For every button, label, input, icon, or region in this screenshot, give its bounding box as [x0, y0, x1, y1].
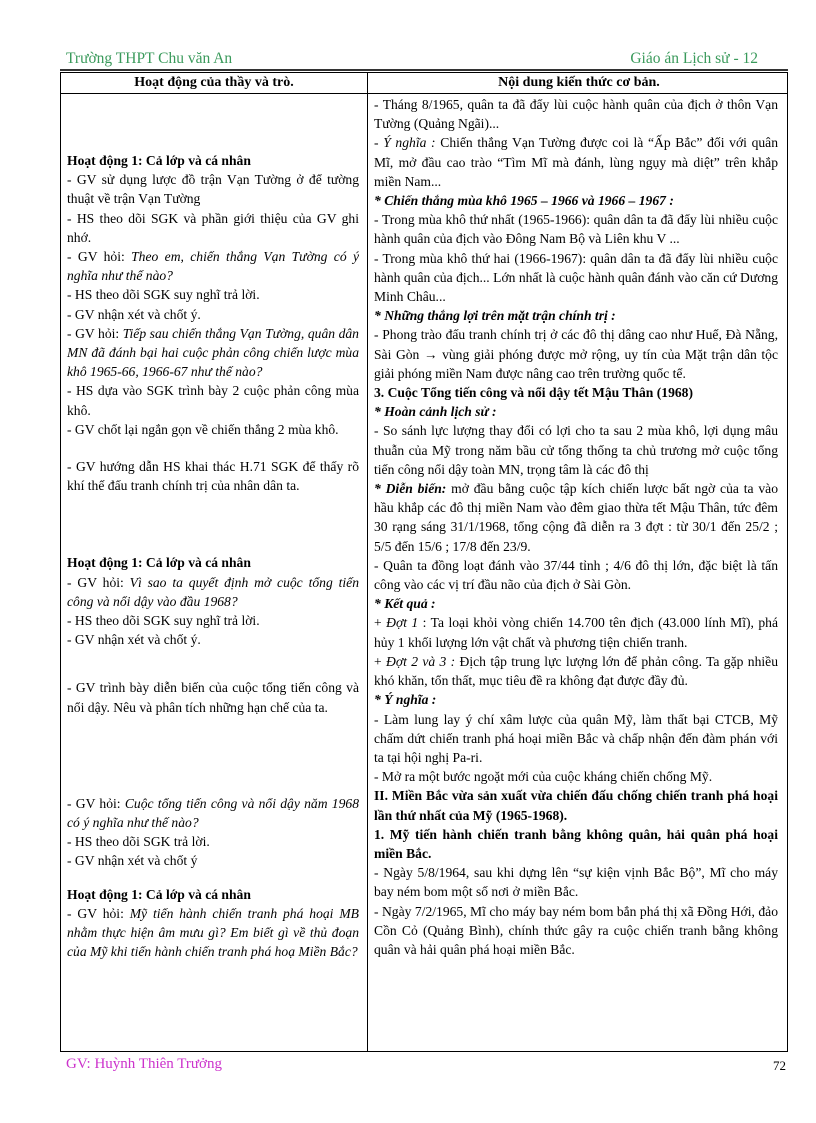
- content-line: - Trong mùa khô thứ nhất (1965-1966): quân dân ta đã đẩy lùi nhiều cuộc hành quân của địch vào Đông Nam Bộ và Liên khu V ...: [374, 212, 778, 247]
- activity-question: - GV hỏi: Mỹ tiến hành chiến tranh phá hoại MB nhằm thực hiện âm mưu gì? Em biết gì về thủ đoạn của Mỹ khi tiến hành chiến tranh phá hoạ Miền Bắc?: [67, 905, 359, 960]
- content-line: + Đợt 1 : Ta loại khỏi vòng chiến 14.700 tên địch (43.000 lính Mĩ), phá hủy 1 khối lượng lớn vật chất và phương tiện chiến tranh.: [374, 615, 778, 650]
- activity-line: - HS theo dõi SGK suy nghĩ trả lời.: [67, 287, 260, 303]
- activity-line: - HS dựa vào SGK trình bày 2 cuộc phản công mùa khô.: [67, 383, 359, 418]
- content-line: + Đợt 2 và 3 : Địch tập trung lực lượng lớn để phản công. Ta gặp nhiều khó khăn, tổn thất, mục tiêu đề ra không đạt được đầy đủ.: [374, 653, 778, 689]
- activity-line: - HS theo dõi SGK trả lời.: [67, 834, 210, 850]
- header-rule: [60, 69, 788, 71]
- page-footer: [66, 1056, 786, 1078]
- section-heading: 3. Cuộc Tổng tiến công và nổi dậy tết Mậu Thân (1968): [374, 385, 693, 401]
- content-line: - Tháng 8/1965, quân ta đã đẩy lùi cuộc hành quân của địch ở thôn Vạn Tường (Quảng Ngãi)...: [374, 97, 778, 132]
- page-header: [66, 50, 758, 70]
- subject-title: Giáo án Lịch sử - 12: [630, 50, 758, 67]
- section-heading: II. Miền Bắc vừa sản xuất vừa chiến đấu chống chiến tranh phá hoại lần thứ nhất của Mỹ (1965-1968).: [374, 788, 778, 823]
- content-line: - Phong trào đấu tranh chính trị ở các đô thị dâng cao như Huế, Đà Nẵng, Sài Gòn → vùng giải phóng được mở rộng, uy tín của Mặt trận dân tộc giải phóng miền Nam được nâng cao trên trường quốc tế.: [374, 327, 778, 381]
- lesson-content: [374, 95, 778, 959]
- activity-heading: Hoạt động 1: Cả lớp và cá nhân: [67, 555, 251, 571]
- activity-line: - HS theo dõi SGK và phần giới thiệu của GV ghi nhớ.: [67, 210, 359, 245]
- content-line: - Quân ta đồng loạt đánh vào 37/44 tỉnh ; 4/6 đô thị lớn, đặc biệt là tấn công vào các vị trí đầu não của địch ở Sài Gòn.: [374, 557, 778, 593]
- activity-question: - GV hỏi: Cuộc tổng tiến công và nổi dậy năm 1968 có ý nghĩa như thế nào?: [67, 795, 359, 831]
- lesson-table: [60, 72, 788, 1052]
- teacher-name: GV: Huỳnh Thiên Trưởng: [66, 1056, 222, 1072]
- content-line: - So sánh lực lượng thay đổi có lợi cho ta sau 2 mùa khô, lợi dụng mâu thuẫn của Mỹ trong năm bầu cử tổng thống ta chủ trương mở cuộc tổng tiến công nổi dậy toàn MN, trọng tâm là các đô thị: [374, 423, 778, 477]
- content-line: - Trong mùa khô thứ hai (1966-1967): quân dân ta đã đẩy lùi nhiều cuộc hành quân của địch... Lớn nhất là cuộc hành quân đánh vào căn cứ Dương Minh Châu...: [374, 250, 778, 305]
- content-line: - Mở ra một bước ngoặt mới của cuộc kháng chiến chống Mỹ.: [374, 769, 713, 785]
- activity-line: - GV nhận xét và chốt ý.: [67, 306, 201, 322]
- activity-line: - GV hướng dẫn HS khai thác H.71 SGK để thấy rõ khí thế đấu tranh chính trị của nhân dân ta.: [67, 459, 359, 494]
- activity-line: - GV sử dụng lược đồ trận Vạn Tường ở để tường thuật về trận Vạn Tường: [67, 172, 359, 207]
- column-divider: [367, 73, 368, 1051]
- col2-title: Nội dung kiến thức cơ bản.: [498, 75, 660, 90]
- content-line: - Làm lung lay ý chí xâm lược của quân Mỹ, làm thất bại CTCB, Mỹ chấm dứt chiến tranh phá hoại miền Bắc và chấp nhận đến đàm phán với ta tại hội nghị Pa-ri.: [374, 711, 778, 765]
- content-line: - Ngày 5/8/1964, sau khi dựng lên “sự kiện vịnh Bắc Bộ”, Mĩ cho máy bay ném bom một số nơi ở miền Bắc.: [374, 865, 778, 900]
- table-header-row: [61, 73, 787, 94]
- activity-question: - GV hỏi: Tiếp sau chiến thắng Vạn Tường, quân dân MN đã đánh bại hai cuộc phản công chiến lược mùa khô 1965-66, 1966-67 như thế nào?: [67, 325, 359, 380]
- content-heading: * Ý nghĩa :: [374, 692, 437, 708]
- activity-line: - GV chốt lại ngắn gọn về chiến thắng 2 mùa khô.: [67, 421, 339, 437]
- content-line: - Ý nghĩa : Chiến thắng Vạn Tường được coi là “Ấp Bắc” đối với quân Mĩ, mở đầu cao trào “Tìm Mĩ mà đánh, lùng ngụy mà diệt” trên khắp miền Nam...: [374, 135, 778, 189]
- teacher-activities: [67, 95, 359, 962]
- content-heading: * Những thắng lợi trên mặt trận chính trị :: [374, 308, 616, 324]
- school-name: Trường THPT Chu văn An: [66, 50, 233, 67]
- page-number: 72: [773, 1058, 786, 1073]
- activity-line: - HS theo dõi SGK suy nghĩ trả lời.: [67, 613, 260, 629]
- col1-title: Hoạt động của thầy và trò.: [134, 75, 294, 90]
- content-heading: * Hoàn cảnh lịch sử :: [374, 404, 497, 420]
- activity-line: - GV trình bày diễn biến của cuộc tổng tiến công và nổi dậy. Nêu và phân tích những hạn chế của ta.: [67, 680, 359, 715]
- activity-heading: Hoạt động 1: Cả lớp và cá nhân: [67, 886, 251, 902]
- content-heading: * Chiến thắng mùa khô 1965 – 1966 và 1966 – 1967 :: [374, 193, 674, 209]
- activity-question: - GV hỏi: Vì sao ta quyết định mở cuộc tổng tiến công và nổi dậy vào đầu 1968?: [67, 574, 359, 609]
- content-heading: * Kết quả :: [374, 596, 436, 612]
- content-line: - Ngày 7/2/1965, Mĩ cho máy bay ném bom bắn phá thị xã Đồng Hới, đảo Cồn Cỏ (Quảng Bình), chính thức gây ra cuộc chiến tranh bằng không quân và hải quân phá hoại miền Bắc.: [374, 903, 778, 957]
- activity-line: - GV nhận xét và chốt ý: [67, 853, 198, 869]
- activity-question: - GV hỏi: Theo em, chiến thắng Vạn Tường có ý nghĩa như thế nào?: [67, 249, 359, 284]
- activity-heading: Hoạt động 1: Cả lớp và cá nhân: [67, 153, 251, 168]
- section-heading: 1. Mỹ tiến hành chiến tranh bằng không quân, hải quân phá hoại miền Bắc.: [374, 826, 778, 861]
- activity-line: - GV nhận xét và chốt ý.: [67, 632, 201, 648]
- content-line: * Diễn biến: mở đầu bằng cuộc tập kích chiến lược bất ngờ của ta vào hầu khắp các đô thị miền Nam vào đêm giao thừa tết Mậu Thân, tức đêm 30 rạng sáng 31/1/1968, tổng cộng đã diễn ra 3 đợt : từ 30/1 đến 25/2 ; 5/5 đến 15/6 ; 17/8 đến 23/9.: [374, 481, 778, 554]
